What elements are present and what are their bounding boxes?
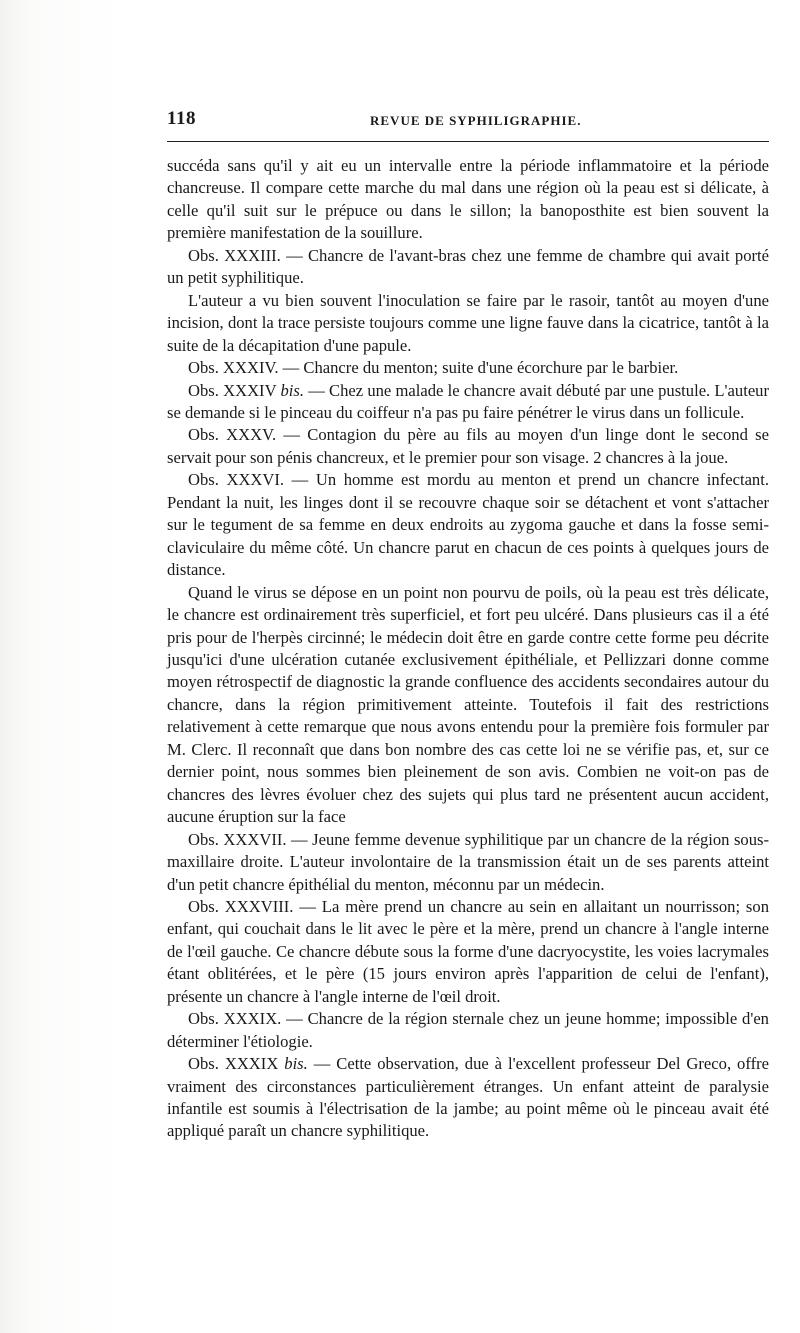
- paragraph-obs: Obs. XXXIX. — Chancre de la région sternale chez un jeune homme; impossible d'en déterminer l'étiologie.: [167, 1009, 769, 1051]
- paragraph-obs: Obs. XXXIII. — Chancre de l'avant-bras chez une femme de chambre qui avait porté un petit syphilitique.: [167, 245, 769, 288]
- running-head: REVUE DE SYPHILIGRAPHIE.: [370, 113, 582, 128]
- page-number: 118: [167, 108, 196, 129]
- paragraph-obs: Obs. XXXVIII. — La mère prend un chancre au sein en allaitant un nourrisson; son enfant, qui couchait dans le lit avec le père et la mère, prend un chancre à l'angle interne de l'œil gauche. Ce chancre débute sous la forme d'une dacryocystite, les voies lacrymales étant oblitérées, et le père (15 jours environ après l'apparition de celui de l'enfant), présente un chancre à l'angle interne de l'œil droit.: [167, 896, 769, 1006]
- body-text: [167, 155, 769, 1143]
- paragraph: L'auteur a vu bien souvent l'inoculation se faire par le rasoir, tantôt au moyen d'une incision, dont la trace persiste toujours comme une ligne fauve dans la cicatrice, tantôt à la suite de la décapitation d'une papule.: [167, 290, 769, 355]
- paragraph-obs: Obs. XXXIX bis. — Cette observation, due à l'excellent professeur Del Greco, offre vraiment des circonstances particulièrement étranges. Un enfant atteint de paralysie infantile est soumis à l'électrisation de la jambe; au point même où le pinceau avait été appliqué paraît un chancre syphilitique.: [167, 1054, 769, 1141]
- paragraph: Quand le virus se dépose en un point non pourvu de poils, où la peau est très délicate, le chancre est ordinairement très superficiel, et fort peu ulcéré. Dans plusieurs cas il a été pris pour de l'herpès circinné; le médecin doit être en garde contre cette forme peu décrite jusqu'ici d'une ulcération cutanée exclusivement épithéliale, et Pellizzari donne comme moyen rétrospectif de diagnostic la grande confluence des accidents secondaires autour du chancre, dans la région primitivement atteinte. Toutefois il fait des restrictions relativement à cette remarque que nous avons entendu pour la première fois formuler par M. Clerc. Il reconnaît que dans bon nombre des cas cette loi ne se vérifie pas, et, sur ce dernier point, nous sommes bien pleinement de son avis. Combien ne voit-on pas de chancres des lèvres évoluer chez des sujets qui plus tard ne présentent aucun accident, aucune éruption sur la face: [167, 582, 769, 827]
- paragraph-obs: Obs. XXXVII. — Jeune femme devenue syphilitique par un chancre de la région sous-maxillaire droite. L'auteur involontaire de la transmission était un de ses parents atteint d'un petit chancre épithélial du menton, méconnu par un médecin.: [167, 829, 770, 894]
- paragraph: succéda sans qu'il y ait eu un intervalle entre la période inflammatoire et la période chancreuse. Il compare cette marche du mal dans une région où la peau est si délicate, à celle qu'il suit sur le prépuce ou dans le sillon; la banoposthite est bien souvent la première manifestation de la souillure.: [167, 156, 769, 243]
- paragraph-obs: Obs. XXXIV. — Chancre du menton; suite d'une écorchure par le barbier.: [188, 358, 679, 378]
- page-header: [167, 108, 767, 134]
- paragraph-obs: Obs. XXXV. — Contagion du père au fils au moyen d'un linge dont le second se servait pour son pénis chancreux, et le premier pour son visage. 2 chancres à la joue.: [167, 425, 769, 467]
- paragraph-obs: Obs. XXXVI. — Un homme est mordu au menton et prend un chancre infectant. Pendant la nuit, les linges dont il se recouvre chaque soir se détachent et vont s'attacher sur le tegument de sa femme en deux endroits au zygoma gauche et dans la fosse semi-claviculaire du même côté. Un chancre parut en chacun de ces points à quelques jours de distance.: [167, 470, 769, 580]
- paragraph-obs: Obs. XXXIV bis. — Chez une malade le chancre avait débuté par une pustule. L'auteur se demande si le pinceau du coiffeur n'a pas pu faire pénétrer le virus dans un follicule.: [167, 380, 770, 422]
- header-rule: [167, 141, 769, 142]
